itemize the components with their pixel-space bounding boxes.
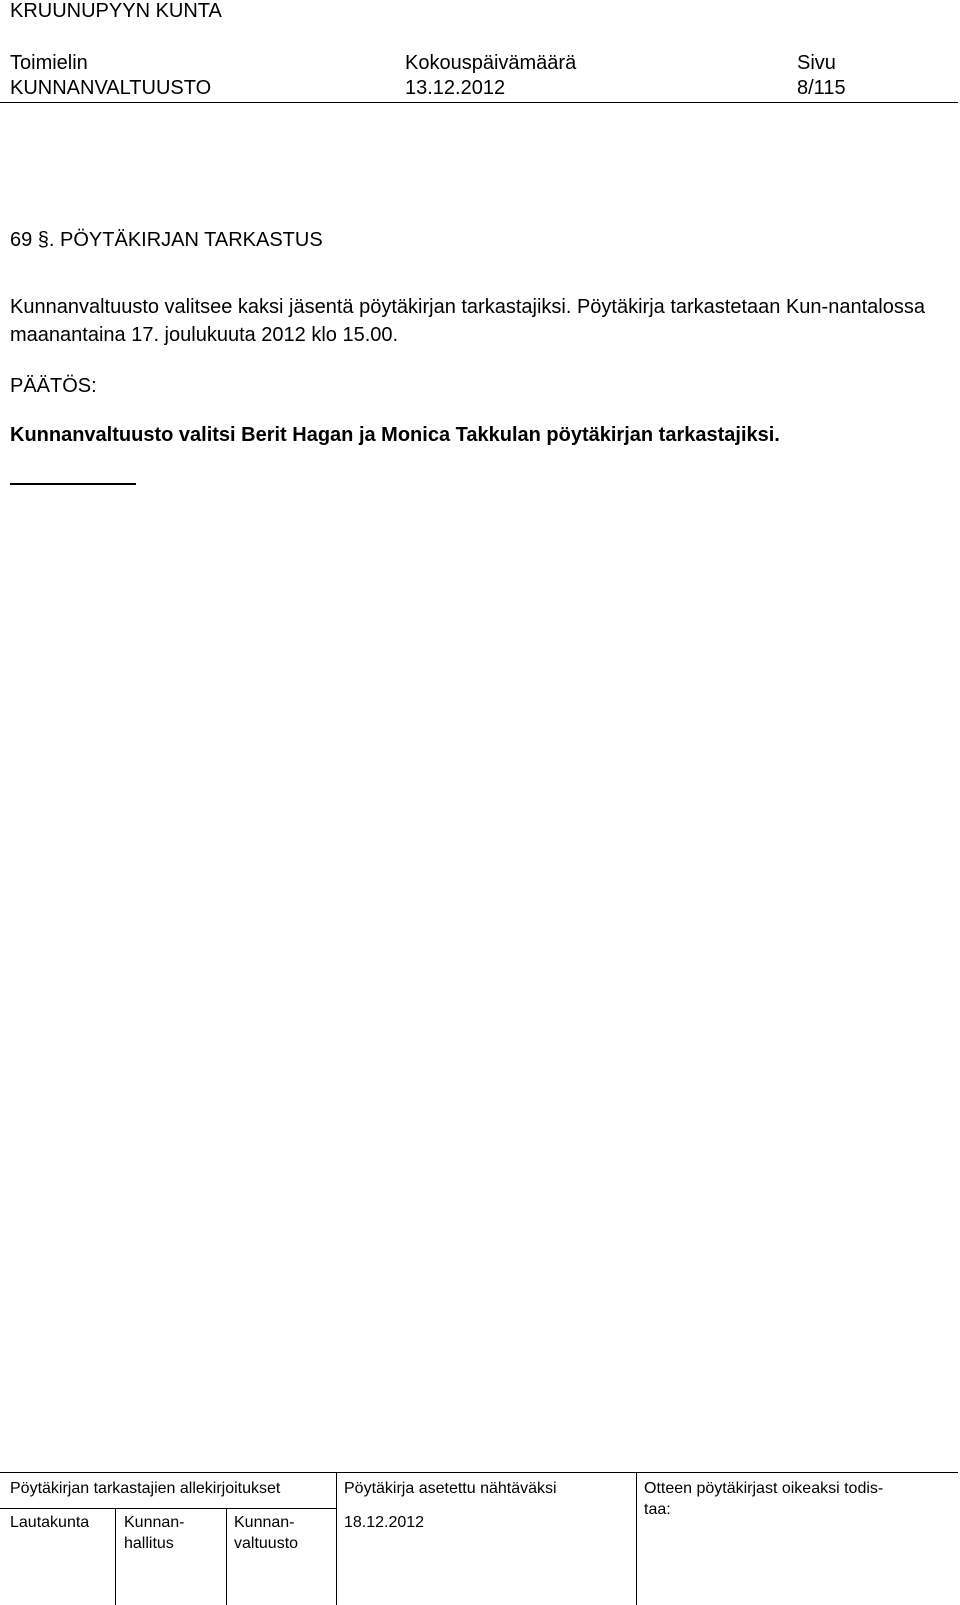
- footer-sig-divider-1: [115, 1508, 116, 1605]
- decision-text: Kunnanvaltuusto valitsi Berit Hagan ja Monica Takkulan pöytäkirjan tarkastajiksi.: [10, 424, 780, 446]
- header-date-value: 13.12.2012: [405, 77, 506, 99]
- decision-label: PÄÄTÖS:: [10, 375, 97, 397]
- footer-sig-underline: [0, 1508, 336, 1509]
- signature-col-board: Lautakunta: [10, 1514, 90, 1531]
- signature-col-council-line1: Kunnan-: [234, 1514, 295, 1531]
- signatures-label: Pöytäkirjan tarkastajien allekirjoitukset: [10, 1480, 281, 1497]
- header-page-label: Sivu: [797, 52, 836, 74]
- footer-top-border: [0, 1472, 958, 1473]
- end-rule: [10, 483, 136, 485]
- organization-name: KRUUNUPYYN KUNTA: [10, 0, 222, 22]
- footer-table: [0, 1472, 960, 1605]
- header-body-label: Toimielin: [10, 52, 88, 74]
- posted-label: Pöytäkirja asetettu nähtäväksi: [344, 1480, 557, 1497]
- header-date-label: Kokouspäivämäärä: [405, 52, 577, 74]
- signature-col-board2-line2: hallitus: [124, 1535, 174, 1552]
- header-page-value: 8/115: [797, 77, 846, 99]
- signature-col-board2-line1: Kunnan-: [124, 1514, 185, 1531]
- footer-divider-2: [636, 1472, 637, 1605]
- posted-date: 18.12.2012: [344, 1514, 425, 1531]
- header-divider: [0, 102, 958, 103]
- header-body-value: KUNNANVALTUUSTO: [10, 77, 212, 99]
- signature-col-council-line2: valtuusto: [234, 1535, 299, 1552]
- body-paragraph: Kunnanvaltuusto valitsee kaksi jäsentä pöytäkirjan tarkastajiksi. Pöytäkirja tarkastetaan Kun-nantalossa maanantaina 17. joulukuuta 2012 klo 15.00.: [10, 296, 925, 346]
- certify-line1: Otteen pöytäkirjast oikeaksi todis-: [644, 1480, 884, 1497]
- footer-divider-1: [336, 1472, 337, 1605]
- section-title: 69 §. PÖYTÄKIRJAN TARKASTUS: [10, 229, 323, 251]
- certify-line2: taa:: [644, 1501, 671, 1518]
- footer-sig-divider-2: [226, 1508, 227, 1605]
